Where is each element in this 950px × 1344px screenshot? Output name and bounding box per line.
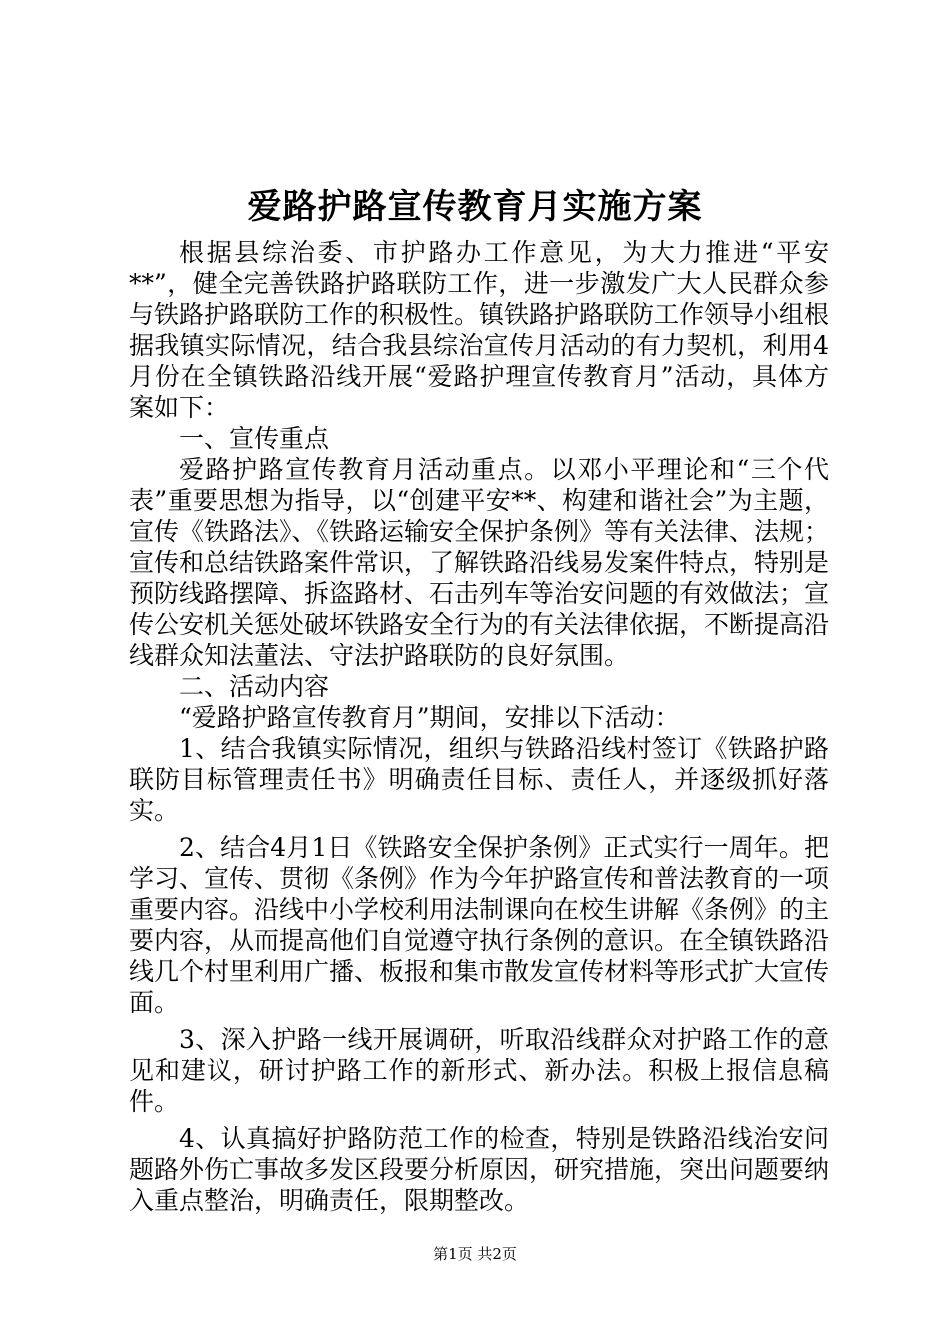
list-item-2: 2、结合4月1日《铁路安全保护条例》正式实行一周年。把学习、宣传、贯彻《条例》作为今年护路宣传和普法教育的一项重要内容。沿线中小学校利用法制课向在校生讲解《条例》的主要内容，从而提高他们自觉遵守执行条例的意识。在全镇铁路沿线几个村里利用广播、板报和集市散发宣传材料等形式扩大宣传面。: [129, 833, 830, 1017]
section-heading-2: 二、活动内容: [179, 672, 330, 701]
paragraph-intro: 根据县综治委、市护路办工作意见，为大力推进“平安**”，健全完善铁路护路联防工作，进一步激发广大人民群众参与铁路护路联防工作的积极性。镇铁路护路联防工作领导小组根据我镇实际情况，结合我县综治宣传月活动的有力契机，利用4月份在全镇铁路沿线开展“爱路护理宣传教育月”活动，具体方案如下：: [129, 238, 830, 422]
list-item-3: 3、深入护路一线开展调研，听取沿线群众对护路工作的意见和建议，研讨护路工作的新形式、新办法。积极上报信息稿件。: [129, 1025, 829, 1116]
paragraph-focus: 爱路护路宣传教育月活动重点。以邓小平理论和“三个代表”重要思想为指导，以“创建平安**、构建和谐社会”为主题，宣传《铁路法》、《铁路运输安全保护条例》等有关法律、法规；宣传和总结铁路案件常识，了解铁路沿线易发案件特点，特别是预防线路摆障、拆盗路材、石击列车等治安问题的有效做法；宣传公安机关惩处破坏铁路安全行为的有关法律依据，不断提高沿线群众知法董法、守法护路联防的良好氛围。: [129, 455, 830, 670]
document-body: [129, 237, 829, 1216]
section-heading-1: 一、宣传重点: [179, 424, 330, 453]
paragraph-activities-intro: “爱路护路宣传教育月”期间，安排以下活动：: [179, 703, 680, 732]
list-item-4: 4、认真搞好护路防范工作的检查，特别是铁路沿线治安问题路外伤亡事故多发区段要分析原因，研究措施，突出问题要纳入重点整治，明确责任，限期整改。: [129, 1124, 830, 1215]
list-item-1: 1、结合我镇实际情况，组织与铁路沿线村签订《铁路护路联防目标管理责任书》明确责任目标、责任人，并逐级抓好落实。: [129, 734, 829, 825]
page-footer: 第1页 共2页: [433, 1245, 517, 1263]
document-title: 爱路护路宣传教育月实施方案: [247, 187, 703, 227]
